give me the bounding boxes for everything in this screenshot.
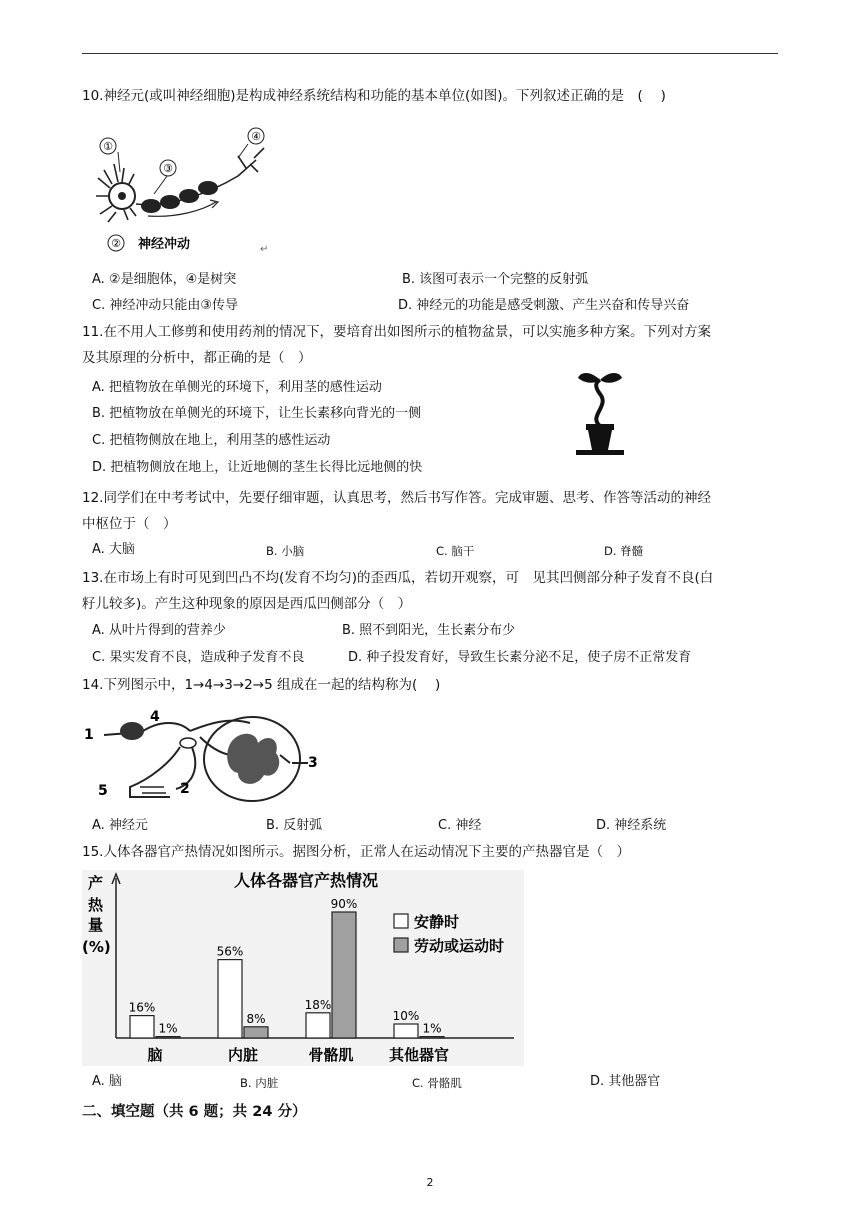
reflex-label-2: 2: [180, 781, 190, 797]
legend-label-0: 安静时: [414, 913, 460, 931]
q14-option-b[interactable]: B. 反射弧: [266, 818, 323, 833]
data-label-rest-1: 56%: [216, 944, 244, 959]
chart-title: 人体各器官产热情况: [233, 871, 379, 890]
page-number: 2: [426, 1176, 434, 1189]
q13-option-d[interactable]: D. 种子投发育好，导致生长素分泌不足，使子房不正常发育: [348, 650, 692, 665]
q11-option-c[interactable]: C. 把植物侧放在地上，利用茎的感性运动: [92, 433, 331, 448]
bar-exercise-2: [332, 912, 356, 1038]
neuron-label-4: ④: [251, 130, 261, 143]
q10-option-b[interactable]: B. 该图可表示一个完整的反射弧: [402, 272, 589, 287]
q10-stem: 10.神经元(或叫神经细胞)是构成神经系统结构和功能的基本单位(如图)。下列叙述正确的是 ( ): [82, 88, 666, 104]
reflex-label-5: 5: [98, 783, 108, 799]
q12-stem-line1: 12.同学们在中考考试中，先要仔细审题，认真思考，然后书写作答。完成审题、思考、作答等活动的神经: [82, 490, 711, 506]
bar-exercise-3: [420, 1037, 444, 1038]
svg-text:↵: ↵: [260, 244, 269, 255]
bar-rest-0: [130, 1016, 154, 1038]
reflex-label-4: 4: [150, 709, 160, 725]
section-2-heading: 二、填空题（共 6 题；共 24 分）: [82, 1104, 307, 1120]
reflex-arc-figure: [80, 703, 320, 807]
data-label-rest-2: 18%: [304, 997, 332, 1012]
category-label-0: 脑: [147, 1046, 163, 1064]
q15-option-d[interactable]: D. 其他器官: [590, 1074, 661, 1089]
reflex-label-1: 1: [84, 727, 94, 743]
neuron-label-2: ②: [111, 237, 121, 250]
bar-rest-1: [218, 960, 242, 1038]
q11-stem-line1: 11.在不用人工修剪和使用药剂的情况下，要培育出如图所示的植物盆景，可以实施多种方案。下列对方案: [82, 324, 711, 340]
q15-option-a[interactable]: A. 脑: [92, 1074, 122, 1089]
data-label-rest-0: 16%: [128, 1000, 156, 1015]
q11-stem-line2: 及其原理的分析中，都正确的是（ ）: [82, 350, 312, 366]
reflex-label-3: 3: [308, 755, 318, 771]
q14-option-d[interactable]: D. 神经系统: [596, 818, 667, 833]
q13-stem-line2: 籽儿较多)。产生这种现象的原因是西瓜凹侧部分（ ）: [82, 596, 412, 612]
q11-option-a[interactable]: A. 把植物放在单侧光的环境下，利用茎的感性运动: [92, 380, 382, 395]
q14-option-c[interactable]: C. 神经: [438, 818, 482, 833]
category-label-2: 骨骼肌: [308, 1046, 354, 1064]
neuron-figure: [88, 124, 278, 260]
bonsai-plant-figure: [574, 368, 626, 456]
q12-option-d[interactable]: D. 脊髓: [604, 544, 644, 558]
q13-option-b[interactable]: B. 照不到阳光，生长素分布少: [342, 623, 516, 638]
q15-stem: 15.人体各器官产热情况如图所示。据图分析，正常人在运动情况下主要的产热器官是（ ）: [82, 844, 630, 860]
q13-stem-line1: 13.在市场上有时可见到凹凸不均(发育不均匀)的歪西瓜，若切开观察，可 见其凹侧部分种子发育不良(白: [82, 570, 714, 586]
data-label-exercise-2: 90%: [330, 897, 358, 911]
q14-option-a[interactable]: A. 神经元: [92, 818, 148, 833]
q15-option-c[interactable]: C. 骨骼肌: [412, 1076, 462, 1090]
neuron-label-1: ①: [103, 140, 113, 153]
y-axis-label: 产热量(%): [82, 874, 111, 956]
q13-option-a[interactable]: A. 从叶片得到的营养少: [92, 623, 226, 638]
bar-exercise-1: [244, 1027, 268, 1038]
category-label-3: 其他器官: [388, 1046, 450, 1064]
legend-swatch-1: [394, 938, 408, 952]
legend-label-1: 劳动或运动时: [414, 937, 505, 955]
q11-option-b[interactable]: B. 把植物放在单侧光的环境下，让生长素移向背光的一侧: [92, 406, 422, 421]
q13-option-c[interactable]: C. 果实发育不良，造成种子发育不良: [92, 650, 305, 665]
neuron-label-3: ③: [163, 162, 173, 175]
q12-option-c[interactable]: C. 脑干: [436, 544, 475, 558]
q10-option-c[interactable]: C. 神经冲动只能由③传导: [92, 298, 238, 313]
data-label-exercise-3: 1%: [422, 1021, 442, 1036]
q12-stem-line2: 中枢位于（ ）: [82, 516, 177, 532]
data-label-exercise-1: 8%: [246, 1011, 266, 1026]
q11-option-d[interactable]: D. 把植物侧放在地上，让近地侧的茎生长得比远地侧的快: [92, 460, 423, 475]
heat-production-chart: [82, 870, 524, 1066]
q10-option-a[interactable]: A. ②是细胞体，④是树突: [92, 272, 237, 287]
data-label-rest-3: 10%: [392, 1009, 420, 1023]
q15-option-b[interactable]: B. 内脏: [240, 1076, 279, 1090]
bar-exercise-0: [156, 1037, 180, 1038]
bar-rest-2: [306, 1013, 330, 1038]
data-label-exercise-0: 1%: [158, 1021, 178, 1036]
q10-option-d[interactable]: D. 神经元的功能是感受刺激、产生兴奋和传导兴奋: [398, 298, 690, 313]
neuron-caption: 神经冲动: [138, 237, 191, 252]
bar-rest-3: [394, 1024, 418, 1038]
q12-option-a[interactable]: A. 大脑: [92, 542, 135, 557]
category-label-1: 内脏: [227, 1046, 259, 1064]
legend-swatch-0: [394, 914, 408, 928]
q14-stem: 14.下列图示中，1→4→3→2→5 组成在一起的结构称为( ): [82, 677, 441, 693]
q12-option-b[interactable]: B. 小脑: [266, 544, 305, 558]
header-rule: [82, 53, 778, 54]
